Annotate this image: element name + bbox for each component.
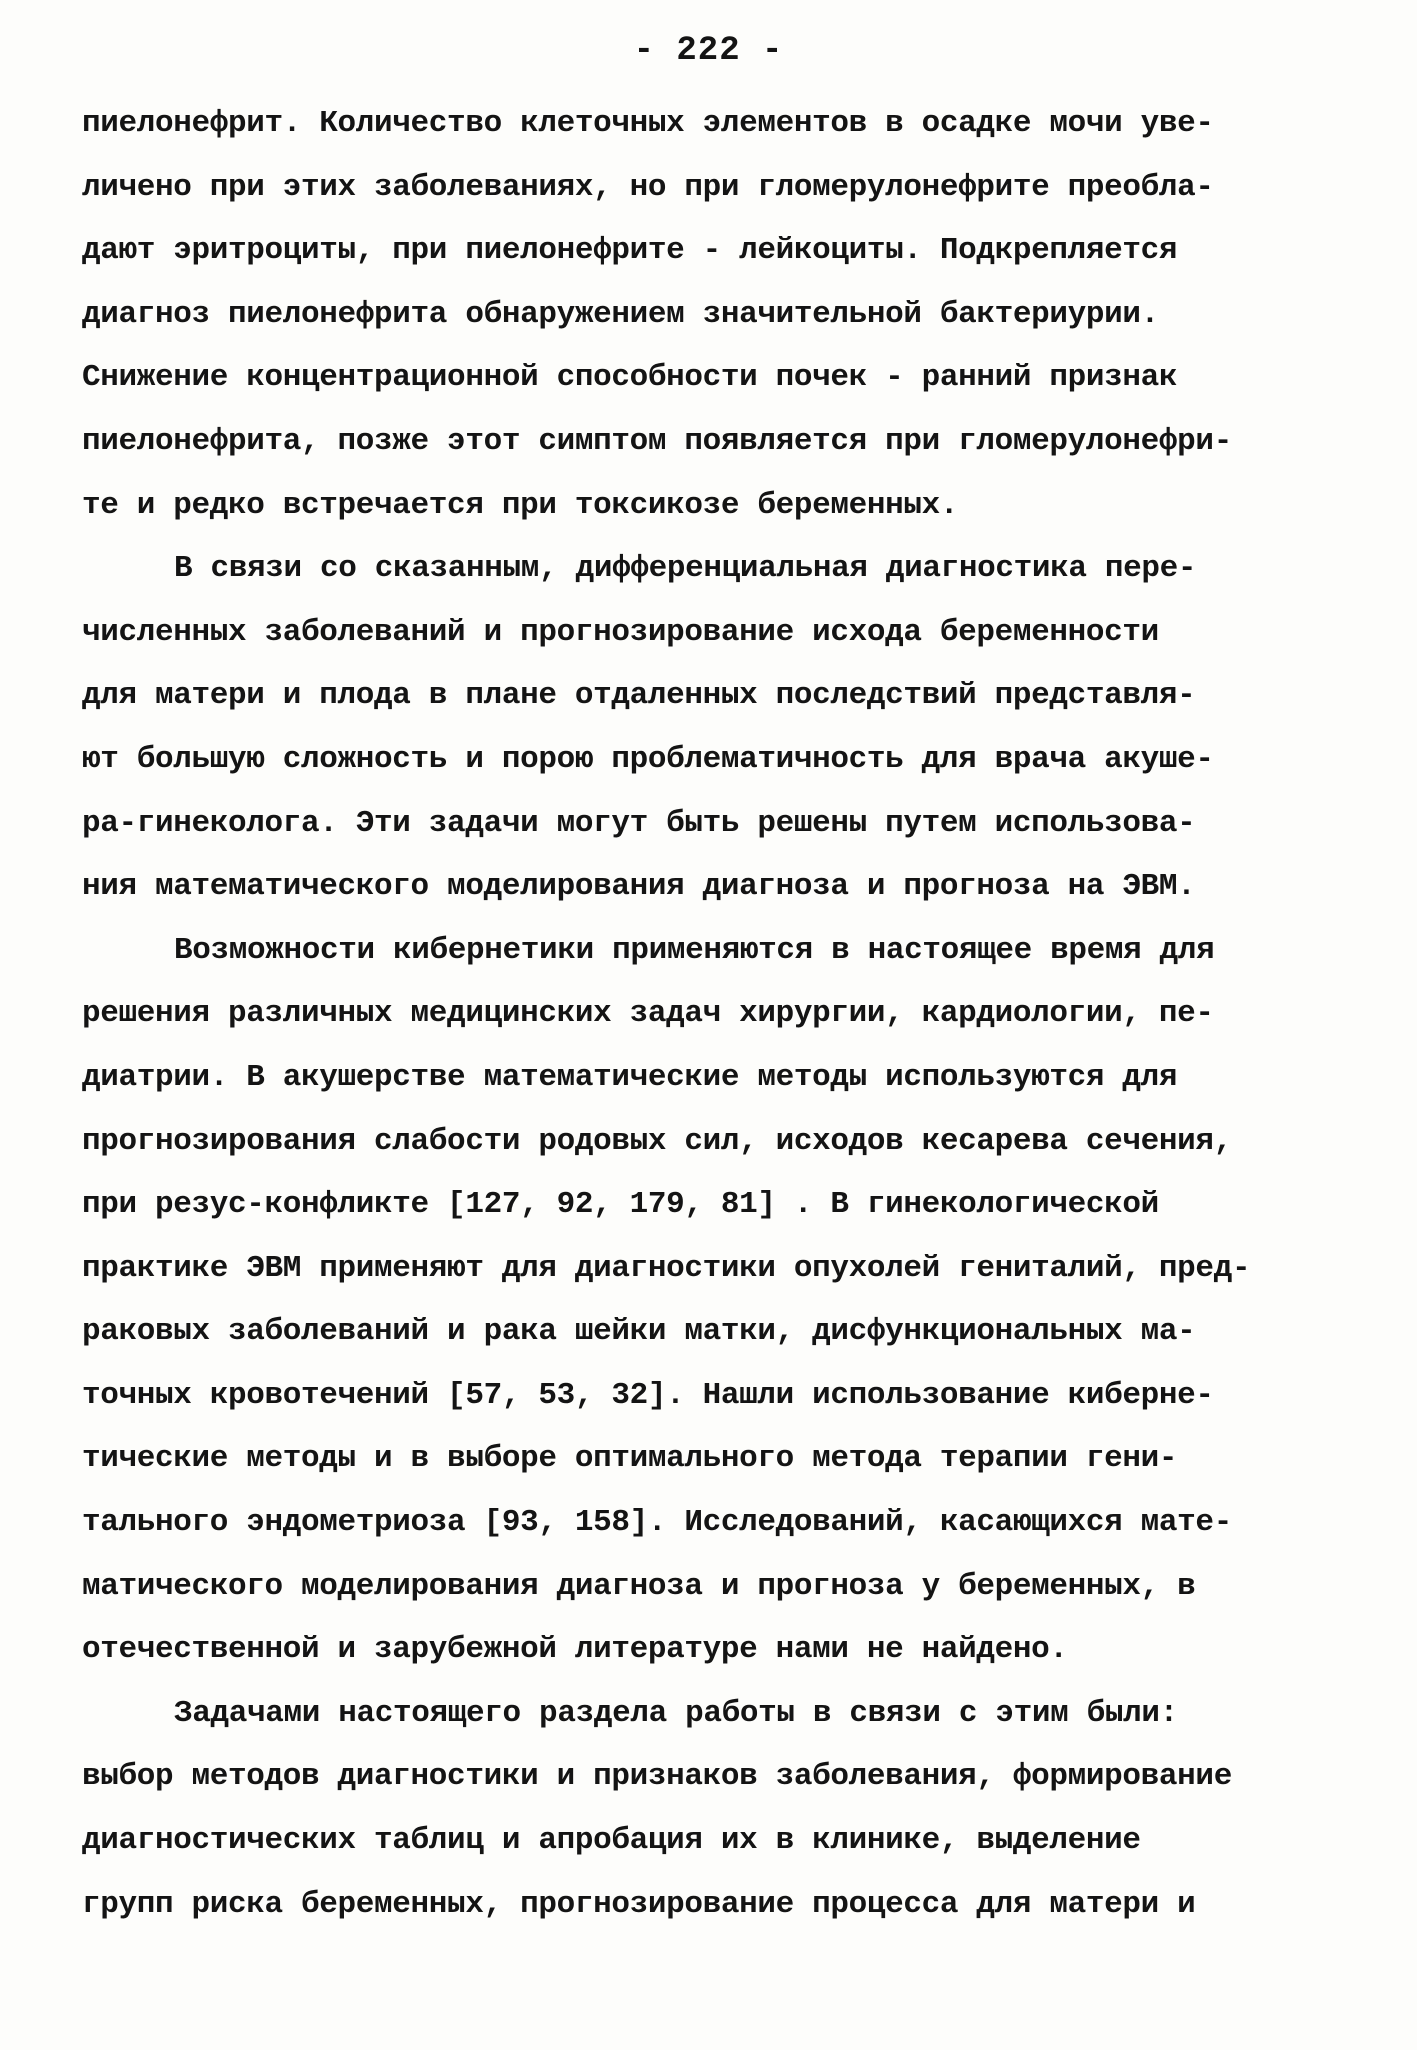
text-line: для матери и плода в плане отдаленных последствий представля-: [82, 678, 1196, 714]
text-line: раковых заболеваний и рака шейки матки, дисфункциональных ма-: [82, 1314, 1196, 1350]
text-line: Снижение концентрационной способности почек - ранний признак: [82, 360, 1178, 396]
text-line: тические методы и в выборе оптимального метода терапии гени-: [82, 1441, 1178, 1477]
text-line: диагноз пиелонефрита обнаружением значительной бактериурии.: [82, 296, 1159, 332]
paragraph-start-line: Задачами настоящего раздела работы в связи с этим были:: [174, 1695, 1178, 1731]
text-line: численных заболеваний и прогнозирование исхода беременности: [82, 614, 1159, 650]
text-line: отечественной и зарубежной литературе нами не найдено.: [82, 1632, 1068, 1668]
text-line: личено при этих заболеваниях, но при гломерулонефрите преобла-: [82, 169, 1214, 205]
text-line: при резус-конфликте [127, 92, 179, 81] . В гинекологической: [82, 1187, 1159, 1223]
text-line: пиелонефрита, позже этот симптом появляется при гломерулонефри-: [82, 423, 1232, 459]
text-line: матического моделирования диагноза и прогноза у беременных, в: [82, 1568, 1196, 1604]
text-line: групп риска беременных, прогнозирование процесса для матери и: [82, 1886, 1196, 1922]
page-number: - 222 -: [633, 32, 784, 70]
text-line: практике ЭВМ применяют для диагностики опухолей гениталий, пред-: [82, 1250, 1251, 1286]
text-line: ют большую сложность и порою проблематичность для врача акуше-: [82, 741, 1214, 777]
text-line: дают эритроциты, при пиелонефрите - лейкоциты. Подкрепляется: [82, 233, 1178, 269]
text-line: пиелонефрит. Количество клеточных элементов в осадке мочи уве-: [82, 106, 1214, 141]
text-line: диагностических таблиц и апробация их в клинике, выделение: [82, 1823, 1141, 1859]
text-line: решения различных медицинских задач хирургии, кардиологии, пе-: [82, 996, 1214, 1032]
text-line: точных кровотечений [57, 53, 32]. Нашли использование киберне-: [82, 1377, 1214, 1413]
text-line: ния математического моделирования диагноза и прогноза на ЭВМ.: [82, 869, 1196, 905]
body-text: [82, 92, 1342, 1936]
text-line: диатрии. В акушерстве математические методы используются для: [82, 1059, 1178, 1095]
text-line: те и редко встречается при токсикозе беременных.: [82, 487, 959, 523]
text-line: выбор методов диагностики и признаков заболевания, формирование: [82, 1759, 1232, 1795]
text-line: прогнозирования слабости родовых сил, исходов кесарева сечения,: [82, 1123, 1232, 1159]
text-line: ра-гинеколога. Эти задачи могут быть решены путем использова-: [82, 805, 1196, 841]
text-line: тального эндометриоза [93, 158]. Исследований, касающихся мате-: [82, 1505, 1232, 1541]
paragraph-start-line: Возможности кибернетики применяются в настоящее время для: [174, 932, 1215, 968]
paragraph-start-line: В связи со сказанным, дифференциальная диагностика пере-: [174, 551, 1197, 587]
